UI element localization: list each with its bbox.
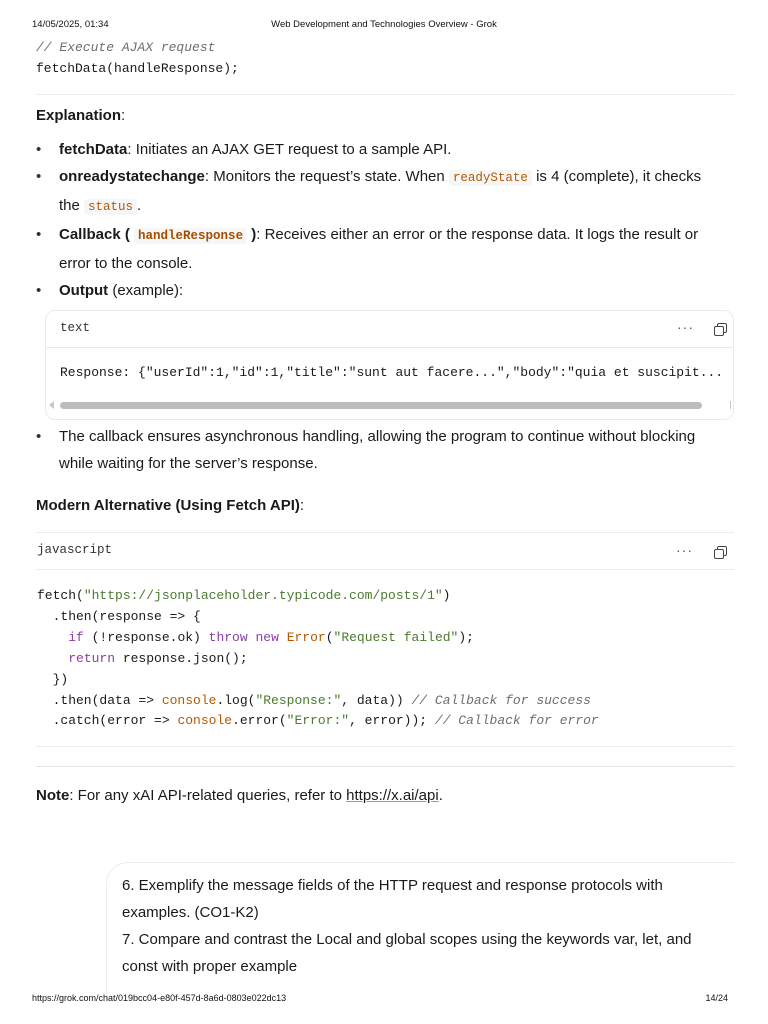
print-header [32,19,736,33]
user-message-line: 7. Compare and contrast the Local and global scopes using the keywords var, let, and [122,931,692,948]
code-line: fetchData(handleResponse); [36,60,239,76]
api-link[interactable]: https://x.ai/api [346,787,439,804]
horizontal-scrollbar[interactable] [46,399,733,411]
explanation-heading: Explanation: [36,107,126,124]
js-code-block-header [36,532,734,570]
copy-icon[interactable] [714,323,726,335]
inline-code: handleResponse [134,228,247,244]
code-language-label: text [60,321,91,335]
more-options-icon[interactable]: ··· [676,542,693,558]
note-paragraph: Note: For any xAI API-related queries, refer to https://x.ai/api. [36,787,443,804]
print-date: 14/05/2025, 01:34 [32,19,109,30]
explanation-list-continued [36,423,726,477]
print-url: https://grok.com/chat/019bcc04-e80f-457d-8a6d-0803e022dc13 [32,993,287,1003]
js-code-content: fetch("https://jsonplaceholder.typicode.com/posts/1") .then(response => { if (!response.ok) throw new Error("Request failed"); return response.json(); }) .then(data => console.log("Response:", data)) // Callback for success .catch(error => console.error("Error:", error)); // Callback for error [37,588,599,729]
list-item: • Callback ( handleResponse ): Receives either an error or the response data. It logs the result or error to the console. [36,221,726,277]
divider [36,94,734,95]
divider [36,746,734,747]
modern-alternative-heading: Modern Alternative (Using Fetch API): [36,497,305,514]
scrollbar-thumb[interactable] [60,402,702,409]
list-item: • The callback ensures asynchronous handling, allowing the program to continue without blocking while waiting for the server’s response. [36,423,726,477]
print-footer [32,993,736,1007]
code-language-label: javascript [37,543,113,557]
user-message-line: 6. Exemplify the message fields of the HTTP request and response protocols with [122,877,663,894]
code-block-continuation [36,38,239,79]
list-item: • fetchData: Initiates an AJAX GET request to a sample API. [36,136,726,163]
inline-code: status [84,199,137,215]
more-options-icon[interactable]: ··· [677,319,694,335]
list-item: • Output (example): [36,277,726,304]
copy-icon[interactable] [714,546,726,558]
explanation-list [36,136,726,304]
scroll-left-arrow-icon[interactable] [49,401,54,409]
user-message-bubble [106,862,734,1002]
user-message-line: examples. (CO1-K2) [122,904,259,921]
page-number: 14/24 [705,993,728,1003]
list-item: • onreadystatechange: Monitors the request’s state. When readyState is 4 (complete), it checks the status . [36,163,726,221]
output-code-block [45,310,734,420]
section-divider [36,766,734,767]
code-comment: // Execute AJAX request [36,40,216,55]
code-output-text: Response: {"userId":1,"id":1,"title":"sunt aut facere...","body":"quia et suscipit... [60,365,724,380]
user-message-line: const with proper example [122,958,298,975]
print-page-title: Web Development and Technologies Overview - Grok [271,19,497,30]
inline-code: readyState [449,170,532,186]
code-block-header [46,311,733,348]
scroll-right-arrow-icon[interactable] [730,401,731,409]
